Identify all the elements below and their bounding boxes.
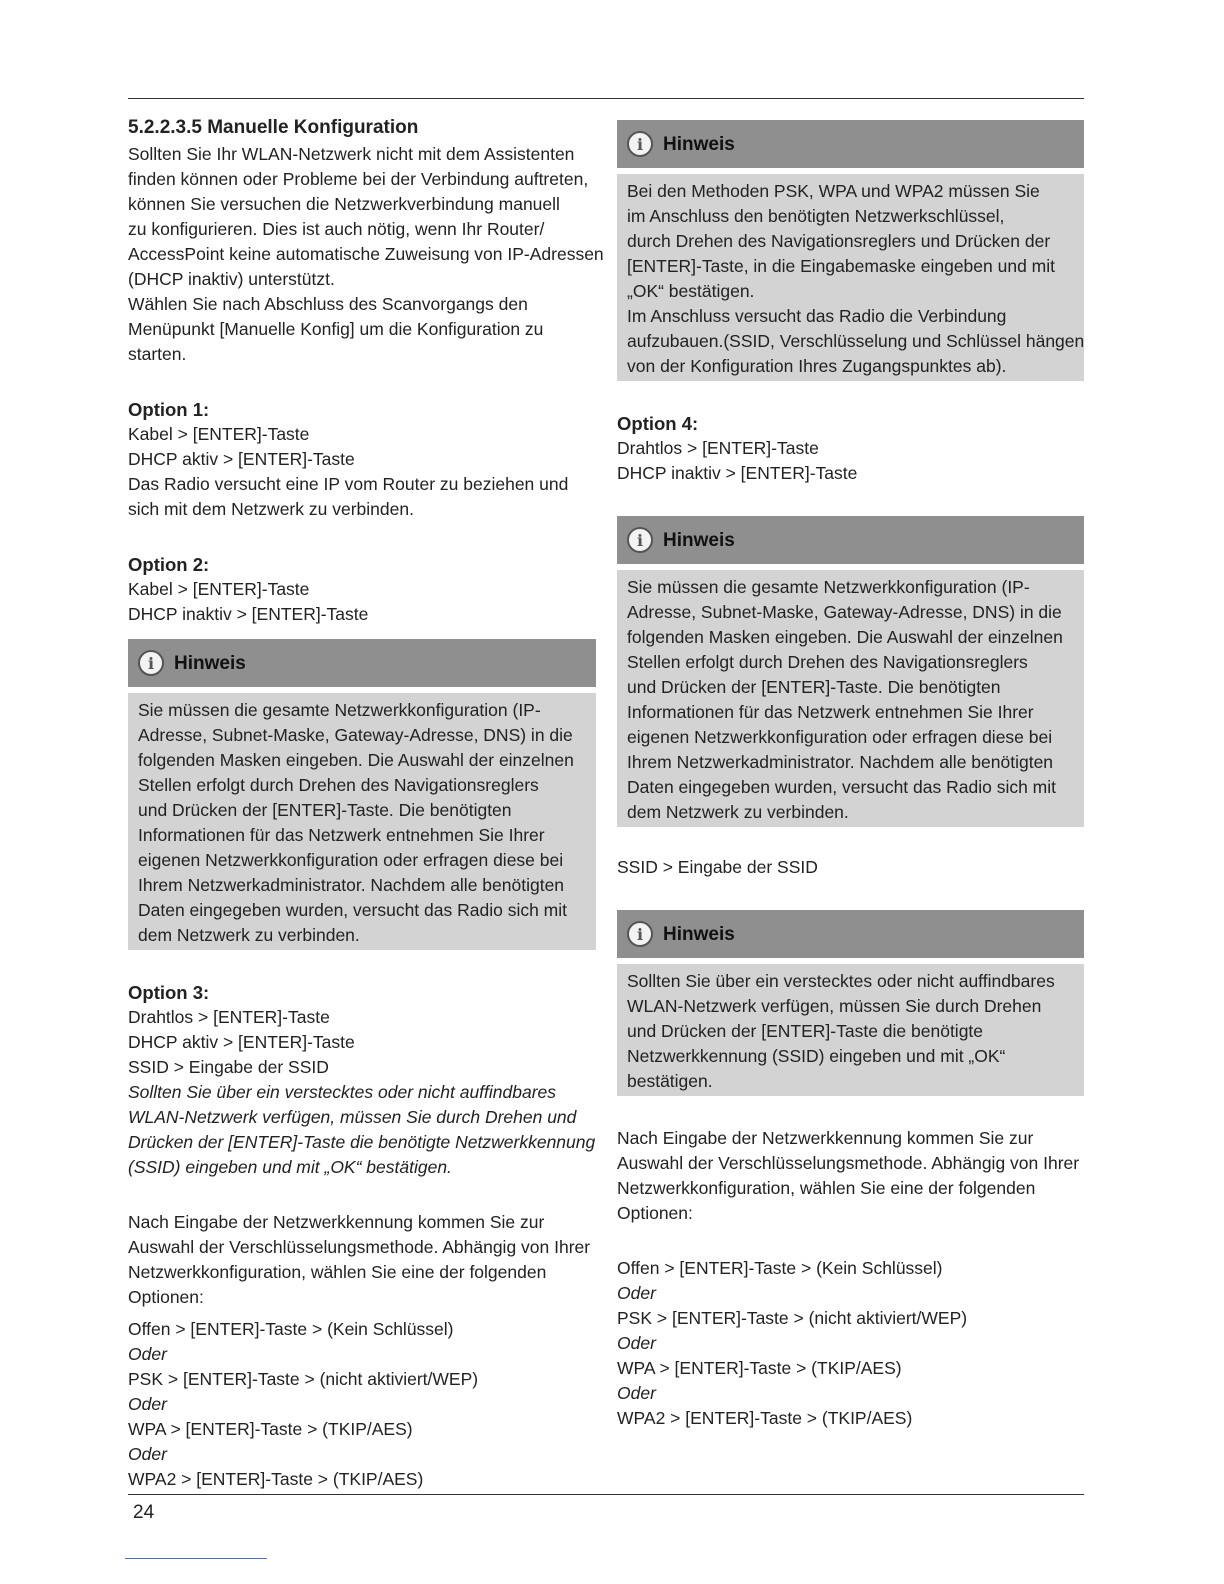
paragraph-line: Optionen: [128,1287,204,1307]
option-line: sich mit dem Netzwerk zu verbinden. [128,499,414,519]
paragraph-line: Auswahl der Verschlüsselungsmethode. Abhängig von Ihrer [128,1237,591,1257]
option-italic-line: (SSID) eingeben und mit „OK“ bestätigen. [128,1157,452,1177]
notice-line: Informationen für das Netzwerk entnehmen Sie Ihrer [138,825,545,845]
choice-or: Oder [617,1333,656,1353]
notice-title: Hinweis [663,133,735,155]
notice-body [617,174,1084,381]
header-rule [128,98,1084,99]
paragraph-line: Netzwerkkonfiguration, wählen Sie eine der folgenden [617,1178,1036,1198]
notice-line: Sie müssen die gesamte Netzwerkkonfiguration (IP- [627,577,1030,597]
encryption-intro [128,1210,596,1310]
intro-line: finden können oder Probleme bei der Verbindung auftreten, [128,169,589,189]
ssid-paragraph [617,855,1084,880]
paragraph-line: Nach Eingabe der Netzwerkkennung kommen Sie zur [617,1128,1034,1148]
intro-line: Wählen Sie nach Abschluss des Scanvorgangs den [128,294,528,314]
intro-line: Sollten Sie Ihr WLAN-Netzwerk nicht mit dem Assistenten [128,144,575,164]
link-underline [125,1558,267,1559]
paragraph-line: Netzwerkkonfiguration, wählen Sie eine der folgenden [128,1262,547,1282]
option-2 [128,552,596,627]
notice-line: und Drücken der [ENTER]-Taste. Die benötigten [138,800,512,820]
encryption-choices [128,1317,596,1492]
notice-line: und Drücken der [ENTER]-Taste. Die benötigten [627,677,1001,697]
notice-header [617,120,1084,168]
notice-line: WLAN-Netzwerk verfügen, müssen Sie durch Drehen [627,996,1042,1016]
choice-or: Oder [128,1394,167,1414]
notice-line: Informationen für das Netzwerk entnehmen Sie Ihrer [627,702,1034,722]
choice-line: WPA > [ENTER]-Taste > (TKIP/AES) [617,1358,902,1378]
notice-line: aufzubauen.(SSID, Verschlüsselung und Schlüssel hängen [627,331,1085,351]
notice-line: durch Drehen des Navigationsreglers und Drücken der [627,231,1051,251]
footer-rule [128,1494,1084,1495]
choice-line: Offen > [ENTER]-Taste > (Kein Schlüssel) [617,1258,943,1278]
info-icon: i [627,131,653,157]
notice-body [617,570,1084,827]
option-line: Kabel > [ENTER]-Taste [128,424,310,444]
option-line: Drahtlos > [ENTER]-Taste [617,438,819,458]
option-italic-line: WLAN-Netzwerk verfügen, müssen Sie durch Drehen und [128,1107,577,1127]
option-line: DHCP aktiv > [ENTER]-Taste [128,449,355,469]
notice-line: dem Netzwerk zu verbinden. [138,925,360,945]
notice-header [128,639,596,687]
option-label: Option 4: [617,413,699,434]
option-line: Kabel > [ENTER]-Taste [128,579,310,599]
notice-box [128,639,596,950]
notice-line: Daten eingegeben wurden, versucht das Radio sich mit [627,777,1056,797]
notice-line: folgenden Masken eingeben. Die Auswahl der einzelnen [627,627,1063,647]
option-line: Drahtlos > [ENTER]-Taste [128,1007,330,1027]
choice-line: PSK > [ENTER]-Taste > (nicht aktiviert/WEP) [617,1308,968,1328]
notice-line: Adresse, Subnet-Maske, Gateway-Adresse, DNS) in die [138,725,573,745]
notice-line: eigenen Netzwerkkonfiguration oder erfragen diese bei [138,850,564,870]
option-4 [617,411,1084,486]
choice-line: Offen > [ENTER]-Taste > (Kein Schlüssel) [128,1319,454,1339]
option-line: DHCP inaktiv > [ENTER]-Taste [617,463,858,483]
notice-line: [ENTER]-Taste, in die Eingabemaske eingeben und mit [627,256,1056,276]
intro-line: (DHCP inaktiv) unterstützt. [128,269,335,289]
notice-title: Hinweis [663,923,735,945]
choice-line: WPA2 > [ENTER]-Taste > (TKIP/AES) [128,1469,424,1489]
notice-body [617,964,1084,1096]
section-title: 5.2.2.3.5 Manuelle Konfiguration [128,117,419,138]
notice-line: Sollten Sie über ein verstecktes oder nicht auffindbares [627,971,1055,991]
notice-line: dem Netzwerk zu verbinden. [627,802,849,822]
notice-header [617,910,1084,958]
ssid-line: SSID > Eingabe der SSID [617,857,818,877]
intro-paragraph [128,142,604,367]
choice-line: WPA2 > [ENTER]-Taste > (TKIP/AES) [617,1408,913,1428]
notice-line: im Anschluss den benötigten Netzwerkschlüssel, [627,206,1005,226]
info-icon: i [627,527,653,553]
option-line: DHCP inaktiv > [ENTER]-Taste [128,604,369,624]
option-line: Das Radio versucht eine IP vom Router zu beziehen und [128,474,569,494]
notice-line: Stellen erfolgt durch Drehen des Navigationsreglers [627,652,1028,672]
option-1 [128,397,596,522]
option-italic-line: Sollten Sie über ein verstecktes oder nicht auffindbares [128,1082,557,1102]
choice-or: Oder [128,1444,167,1464]
option-label: Option 1: [128,399,210,420]
right-column [617,120,1084,1431]
option-label: Option 3: [128,982,210,1003]
notice-line: Bei den Methoden PSK, WPA und WPA2 müssen Sie [627,181,1040,201]
notice-line: „OK“ bestätigen. [627,281,755,301]
notice-box [617,910,1084,1096]
notice-line: folgenden Masken eingeben. Die Auswahl der einzelnen [138,750,574,770]
option-line: DHCP aktiv > [ENTER]-Taste [128,1032,355,1052]
notice-line: Sie müssen die gesamte Netzwerkkonfiguration (IP- [138,700,541,720]
encryption-intro [617,1126,1084,1226]
notice-line: bestätigen. [627,1071,713,1091]
paragraph-line: Nach Eingabe der Netzwerkkennung kommen Sie zur [128,1212,545,1232]
info-icon: i [627,921,653,947]
notice-box [617,120,1084,381]
encryption-choices [617,1256,1084,1431]
option-label: Option 2: [128,554,210,575]
notice-line: Ihrem Netzwerkadministrator. Nachdem alle benötigten [138,875,565,895]
notice-title: Hinweis [663,529,735,551]
choice-or: Oder [617,1283,656,1303]
notice-line: eigenen Netzwerkkonfiguration oder erfragen diese bei [627,727,1053,747]
notice-line: Daten eingegeben wurden, versucht das Radio sich mit [138,900,567,920]
info-icon: i [138,650,164,676]
option-line: SSID > Eingabe der SSID [128,1057,329,1077]
left-column [128,114,604,1492]
option-3 [128,980,596,1180]
option-italic-line: Drücken der [ENTER]-Taste die benötigte Netzwerkkennung [128,1132,596,1152]
paragraph-line: Optionen: [617,1203,693,1223]
intro-line: zu konfigurieren. Dies ist auch nötig, wenn Ihr Router/ [128,219,545,239]
notice-line: und Drücken der [ENTER]-Taste die benötigte [627,1021,984,1041]
notice-header [617,516,1084,564]
intro-line: starten. [128,344,187,364]
page-number: 24 [133,1502,155,1523]
intro-line: Menüpunkt [Manuelle Konfig] um die Konfiguration zu [128,319,544,339]
choice-line: PSK > [ENTER]-Taste > (nicht aktiviert/WEP) [128,1369,479,1389]
notice-line: Stellen erfolgt durch Drehen des Navigationsreglers [138,775,539,795]
intro-line: können Sie versuchen die Netzwerkverbindung manuell [128,194,560,214]
choice-or: Oder [128,1344,167,1364]
notice-line: Adresse, Subnet-Maske, Gateway-Adresse, DNS) in die [627,602,1062,622]
notice-line: Ihrem Netzwerkadministrator. Nachdem alle benötigten [627,752,1054,772]
choice-line: WPA > [ENTER]-Taste > (TKIP/AES) [128,1419,413,1439]
notice-box [617,516,1084,827]
notice-title: Hinweis [174,652,246,674]
intro-line: AccessPoint keine automatische Zuweisung von IP-Adressen [128,244,604,264]
notice-line: Im Anschluss versucht das Radio die Verbindung [627,306,1007,326]
paragraph-line: Auswahl der Verschlüsselungsmethode. Abhängig von Ihrer [617,1153,1080,1173]
notice-line: Netzwerkkennung (SSID) eingeben und mit „OK“ [627,1046,1006,1066]
choice-or: Oder [617,1383,656,1403]
notice-body [128,693,596,950]
notice-line: von der Konfiguration Ihres Zugangspunktes ab). [627,356,1007,376]
